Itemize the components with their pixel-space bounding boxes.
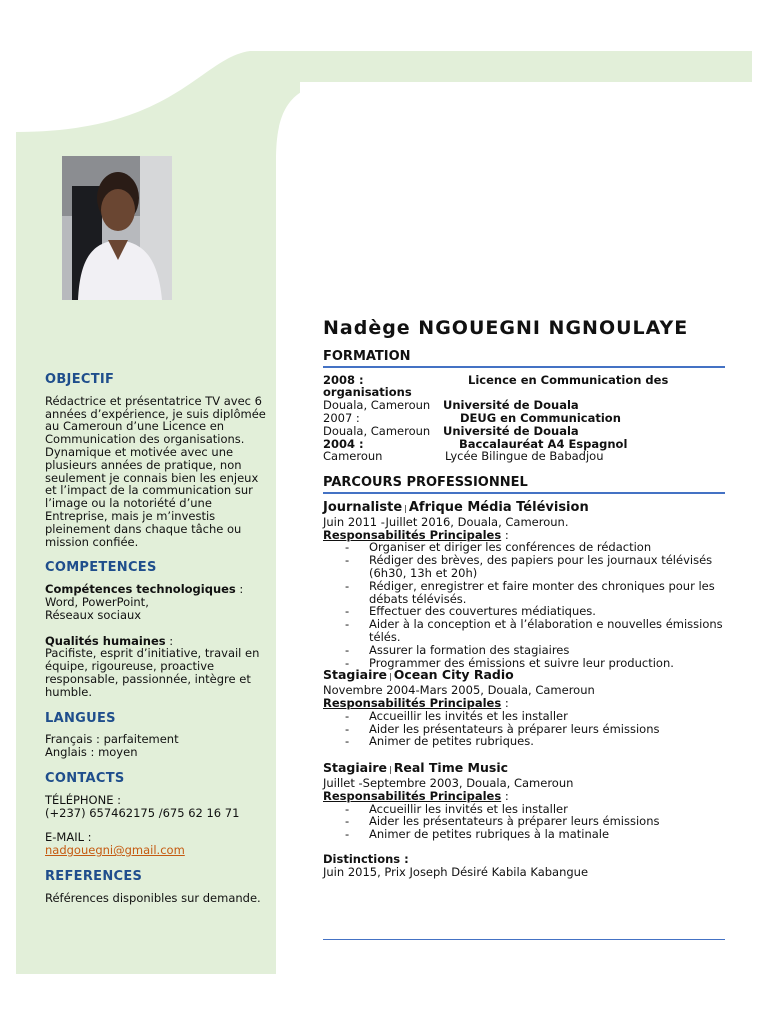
- job3-role: Stagiaire: [323, 760, 388, 776]
- formation-2004-place: Cameroun: [323, 449, 383, 464]
- formation-title: FORMATION: [323, 351, 725, 368]
- tech-skills-label: Compétences technologiques: [45, 582, 236, 597]
- references-title: REFERENCES: [45, 868, 143, 884]
- job3-resp-suffix: :: [501, 788, 509, 803]
- distinctions-label: Distinctions :: [323, 851, 409, 866]
- job2-company: Ocean City Radio: [393, 667, 514, 683]
- references-text: Références disponibles sur demande.: [45, 890, 261, 905]
- phone-number: (+237) 657462175 /675 62 16 71: [45, 805, 240, 820]
- phone-label: TÉLÉPHONE :: [45, 792, 121, 807]
- competences-title: COMPETENCES: [45, 560, 157, 576]
- objectif-text: Rédactrice et présentatrice TV avec 6 années d’expérience, je suis diplômée au Cameroun d’une Licence en Communication des organisations. Dynamique et motivée avec une plusieurs années de pratique, non seulement je connais bien les enjeux et l’impact de la communication sur l’image ou la notoriété d’une Entreprise, mais je m’investis pleinement dans chaque tâche ou mission confiée.: [45, 393, 266, 549]
- formation-2008-school: Université de Douala: [443, 398, 579, 413]
- tech-skills-line1: Word, PowerPoint,: [45, 594, 149, 609]
- list-item: - Accueillir les invités et les installer: [345, 710, 725, 723]
- candidate-name: Nadège NGOUEGNI NGNOULAYE: [323, 317, 689, 339]
- job1-resp-label: Responsabilités Principales: [323, 527, 502, 542]
- sidebar: [45, 374, 267, 919]
- job2-dates: Novembre 2004-Mars 2005, Douala, Cameroun: [323, 683, 595, 698]
- formation-2007-school: Université de Douala: [443, 423, 579, 438]
- job3-dates: Juillet -Septembre 2003, Douala, Cameroun: [323, 775, 574, 790]
- list-item: - Organiser et diriger les conférences de rédaction: [345, 541, 725, 554]
- portrait-image: [62, 156, 172, 300]
- job2-responsibilities: [323, 710, 725, 748]
- langues-title: LANGUES: [45, 710, 116, 726]
- langue-anglais: Anglais : moyen: [45, 745, 138, 760]
- job2-resp-label: Responsabilités Principales: [323, 695, 502, 710]
- list-item: - Aider à la conception et à l’élaboration e nouvelles émissions télés.: [345, 618, 725, 644]
- contacts-section: [45, 770, 267, 858]
- job-real-time-music: Stagiaire | Real Time Music Juillet -Septembre 2003, Douala, Cameroun Responsabilités Principales : - Accueillir les invités et les installer - Aider les présentateurs à préparer leurs émissions - Animer de petites rubriques à la matinale: [323, 762, 725, 841]
- list-item: - Rédiger, enregistrer et faire monter des chroniques pour les débats télévisés.: [345, 580, 725, 606]
- list-item: - Animer de petites rubriques à la matinale: [345, 828, 725, 841]
- formation-2004-title: Baccalauréat A4 Espagnol: [459, 436, 628, 451]
- formation-2007-title: DEUG en Communication: [460, 410, 621, 425]
- job1-dates: Juin 2011 -Juillet 2016, Douala, Cameroun.: [323, 514, 569, 529]
- competences-section: [45, 562, 267, 698]
- list-item: - Aider les présentateurs à préparer leurs émissions: [345, 815, 725, 828]
- parcours-title: PARCOURS PROFESSIONNEL: [323, 477, 725, 494]
- job-afrique-media: Journaliste | Afrique Média Télévision Juin 2011 -Juillet 2016, Douala, Cameroun. Responsabilités Principales : - Organiser et diriger les conférences de rédaction - Rédiger des brèves, des papiers pour les journaux télévisés (6h30, 13h et 20h) - Rédiger, enregistrer et faire monter des chroniques pour les débats télévisés. - Effectuer des couvertures médiatiques. - Aider à la conception et à l’élaboration e nouvelles émissions télés. - Assurer la formation des stagiaires - Programmer des émissions et suivre leur production.: [323, 502, 725, 669]
- main-content: [323, 317, 725, 879]
- job2-role: Stagiaire: [323, 667, 388, 683]
- distinctions-text: Juin 2015, Prix Joseph Désiré Kabila Kabangue: [323, 864, 589, 879]
- objectif-section: [45, 374, 267, 548]
- formation-2007-place: Douala, Cameroun: [323, 423, 431, 438]
- formation-2008-place: Douala, Cameroun: [323, 398, 431, 413]
- list-item: - Aider les présentateurs à préparer leurs émissions: [345, 723, 725, 736]
- distinctions-section: [323, 853, 725, 879]
- references-section: [45, 868, 267, 905]
- bottom-divider: [323, 939, 725, 940]
- formation-2008-title-cont: organisations: [323, 385, 412, 400]
- job1-company: Afrique Média Télévision: [408, 499, 589, 515]
- tech-skills-suffix: :: [235, 582, 244, 597]
- email-link[interactable]: nadgouegni@gmail.com: [45, 843, 185, 858]
- job-ocean-city-radio: Stagiaire | Ocean City Radio Novembre 2004-Mars 2005, Douala, Cameroun Responsabilités Principales : - Accueillir les invités et les installer - Aider les présentateurs à préparer leurs émissions - Animer de petites rubriques.: [323, 669, 725, 748]
- job3-responsibilities: [323, 803, 725, 841]
- human-qualities-text: Pacifiste, esprit d’initiative, travail en équipe, rigoureuse, proactive responsable, passionnée, intègre et humble.: [45, 646, 260, 699]
- job1-responsibilities: [323, 541, 725, 669]
- objectif-title: OBJECTIF: [45, 372, 115, 387]
- list-item: - Assurer la formation des stagiaires: [345, 644, 725, 657]
- email-label: E-MAIL :: [45, 830, 92, 845]
- job3-company: Real Time Music: [393, 760, 509, 776]
- list-item: - Rédiger des brèves, des papiers pour les journaux télévisés (6h30, 13h et 20h): [345, 554, 725, 580]
- profile-photo: [62, 156, 172, 300]
- job1-resp-suffix: :: [501, 527, 509, 542]
- formation-2008-year: 2008 :: [323, 372, 364, 387]
- tech-skills-line2: Réseaux sociaux: [45, 607, 142, 622]
- list-item: - Animer de petites rubriques.: [345, 735, 725, 748]
- human-qualities-label: Qualités humaines: [45, 633, 166, 648]
- list-item: - Accueillir les invités et les installer: [345, 803, 725, 816]
- list-item: - Programmer des émissions et suivre leur production.: [345, 657, 725, 670]
- contacts-title: CONTACTS: [45, 770, 125, 786]
- job1-role: Journaliste: [323, 499, 403, 515]
- job3-resp-label: Responsabilités Principales: [323, 788, 502, 803]
- list-item: - Effectuer des couvertures médiatiques.: [345, 605, 725, 618]
- formation-list: [323, 374, 725, 464]
- formation-2007-year: 2007 :: [323, 410, 360, 425]
- formation-2008-title: Licence en Communication des: [468, 372, 669, 387]
- job2-resp-suffix: :: [501, 695, 509, 710]
- formation-2004-year: 2004 :: [323, 436, 364, 451]
- langues-section: [45, 710, 267, 760]
- formation-2004-school: Lycée Bilingue de Babadjou: [445, 449, 604, 464]
- langue-francais: Français : parfaitement: [45, 732, 179, 747]
- human-qualities-suffix: :: [165, 633, 174, 648]
